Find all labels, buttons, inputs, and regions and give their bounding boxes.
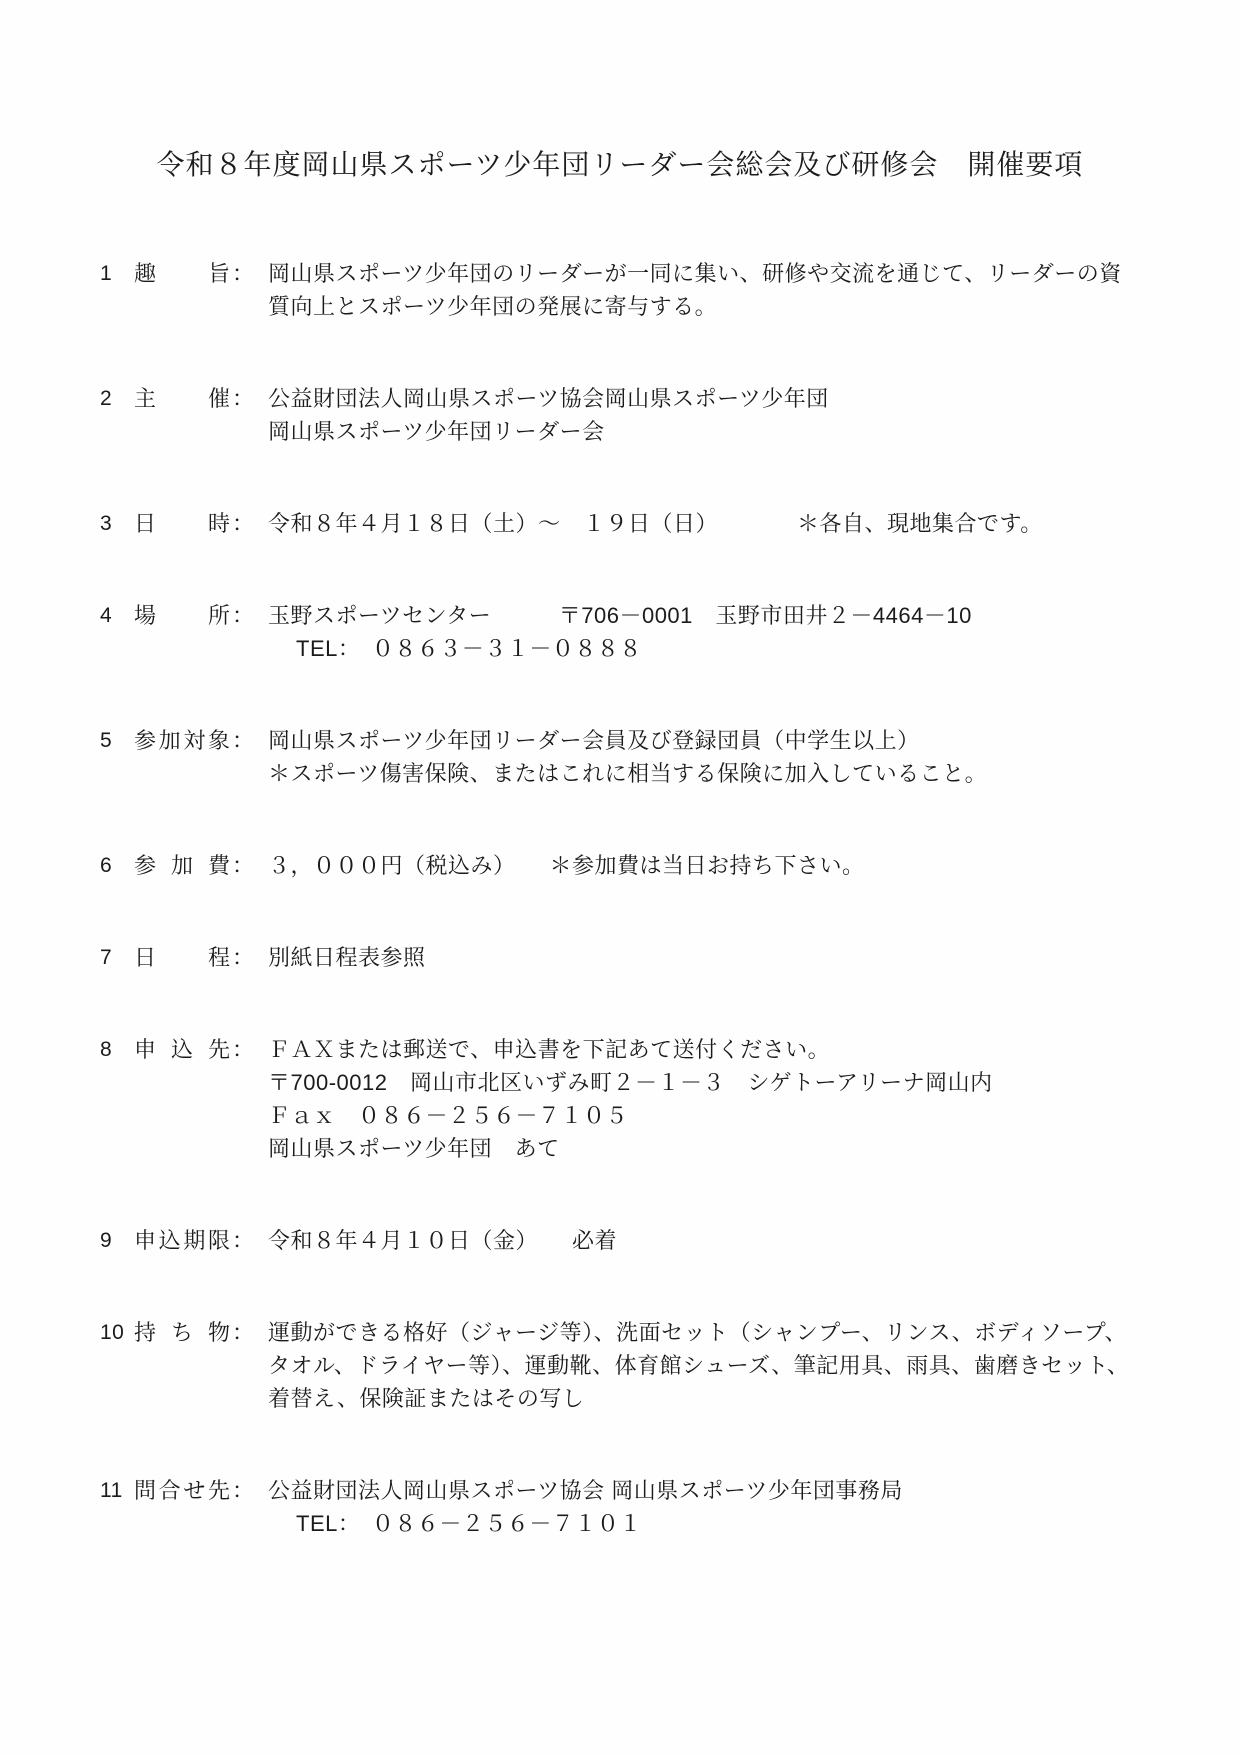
item-label: 日時 — [134, 511, 230, 536]
item-number: 11 — [100, 1479, 123, 1502]
item-row — [0, 257, 1240, 323]
item-label: 主催 — [134, 386, 230, 411]
text-line: 公益財団法人岡山県スポーツ協会岡山県スポーツ少年団 — [268, 386, 829, 411]
item-label: 参加対象 — [134, 728, 230, 753]
item-content — [268, 724, 987, 790]
item-number: 5 — [100, 729, 113, 752]
item-content — [268, 382, 829, 448]
item-content — [268, 599, 972, 665]
item-content — [268, 941, 426, 974]
item-9-deadline — [0, 1224, 1240, 1257]
item-label: 申込先 — [134, 1037, 230, 1062]
text-line: 別紙日程表参照 — [268, 945, 426, 970]
text-line: ＦＡＸまたは郵送で、申込書を下記あて送付ください。 — [268, 1037, 831, 1062]
item-10-belongings — [0, 1316, 1240, 1415]
item-7-schedule — [0, 941, 1240, 974]
item-3-datetime — [0, 507, 1240, 540]
text-line: 公益財団法人岡山県スポーツ協会 岡山県スポーツ少年団事務局 — [268, 1478, 903, 1503]
item-number: 10 — [100, 1321, 125, 1344]
item-1-purpose — [0, 257, 1240, 323]
item-number: 9 — [100, 1229, 113, 1252]
text-line: 岡山県スポーツ少年団リーダー会員及び登録団員（中学生以上） — [268, 728, 920, 753]
text-line: 〒700-0012 岡山市北区いずみ町２－１－３ シゲトーアリーナ岡山内 — [268, 1070, 993, 1095]
item-row — [0, 724, 1240, 790]
item-colon: ： — [232, 261, 255, 286]
item-label: 問合せ先 — [134, 1478, 230, 1503]
item-label: 申込期限 — [134, 1228, 230, 1253]
text-line-tel: TEL： ０８６－２５６－７１０１ — [296, 1511, 642, 1536]
text-line: 玉野スポーツセンター 〒706－0001 玉野市田井２－4464－10 — [268, 603, 972, 628]
item-colon: ： — [232, 945, 255, 970]
item-label: 趣旨 — [134, 261, 230, 286]
item-row — [0, 1033, 1240, 1165]
item-colon: ： — [232, 386, 255, 411]
item-colon: ： — [232, 1037, 255, 1062]
item-content — [268, 507, 1043, 540]
text-line: 質向上とスポーツ少年団の発展に寄与する。 — [268, 294, 718, 319]
text-line: タオル、ドライヤー等）、運動靴、体育館シューズ、筆記用具、雨具、歯磨きセット、 — [268, 1353, 1130, 1378]
page-title: 令和８年度岡山県スポーツ少年団リーダー会総会及び研修会 開催要項 — [156, 149, 1084, 180]
item-content — [268, 1316, 1129, 1415]
item-number: 4 — [100, 604, 113, 627]
text-line: 令和８年４月１８日（土）～ １９日（日） ＊各自、現地集合です。 — [268, 511, 1043, 536]
item-row — [0, 849, 1240, 882]
item-number: 8 — [100, 1038, 113, 1061]
text-line: ３，０００円（税込み） ＊参加費は当日お持ち下さい。 — [268, 853, 865, 878]
item-number: 2 — [100, 387, 113, 410]
item-label: 持ち物 — [134, 1320, 230, 1345]
item-row — [0, 1474, 1240, 1540]
item-colon: ： — [232, 1478, 255, 1503]
item-row — [0, 382, 1240, 448]
item-label: 場所 — [134, 603, 230, 628]
item-colon: ： — [232, 1320, 255, 1345]
item-colon: ： — [232, 603, 255, 628]
item-row — [0, 1224, 1240, 1257]
item-content — [268, 1224, 617, 1257]
item-row — [0, 599, 1240, 665]
item-6-fee — [0, 849, 1240, 882]
text-line: 着替え、保険証またはその写し — [268, 1386, 585, 1411]
text-line: 岡山県スポーツ少年団リーダー会 — [268, 419, 605, 444]
item-content — [268, 1033, 993, 1165]
item-content — [268, 1474, 903, 1540]
item-label: 日程 — [134, 945, 230, 970]
item-number: 7 — [100, 946, 113, 969]
text-line-fax: Ｆａｘ ０８６－２５６－７１０５ — [268, 1103, 629, 1128]
item-colon: ： — [232, 853, 255, 878]
text-line: 令和８年４月１０日（金） 必着 — [268, 1228, 618, 1253]
text-line: 運動ができる格好（ジャージ等）、洗面セット（シャンプー、リンス、ボディソープ、 — [268, 1320, 1128, 1345]
text-line: ＊スポーツ傷害保険、またはこれに相当する保険に加入していること。 — [268, 761, 988, 786]
item-row — [0, 507, 1240, 540]
item-row — [0, 1316, 1240, 1415]
item-row — [0, 941, 1240, 974]
item-colon: ： — [232, 728, 255, 753]
text-line-tel: TEL： ０８６３－３１－０８８８ — [296, 636, 642, 661]
item-colon: ： — [232, 511, 255, 536]
item-5-eligibility — [0, 724, 1240, 790]
items-list — [0, 257, 1240, 1540]
text-line: 岡山県スポーツ少年団のリーダーが一同に集い、研修や交流を通じて、リーダーの資 — [268, 261, 1122, 286]
item-content — [268, 257, 1122, 323]
text-line: 岡山県スポーツ少年団 あて — [268, 1136, 560, 1161]
item-2-organizer — [0, 382, 1240, 448]
item-number: 1 — [100, 262, 113, 285]
item-number: 6 — [100, 854, 113, 877]
item-11-contact — [0, 1474, 1240, 1540]
item-8-application — [0, 1033, 1240, 1165]
item-4-venue — [0, 599, 1240, 665]
item-content — [268, 849, 865, 882]
item-label: 参加費 — [134, 853, 230, 878]
item-colon: ： — [232, 1228, 255, 1253]
item-number: 3 — [100, 512, 113, 535]
